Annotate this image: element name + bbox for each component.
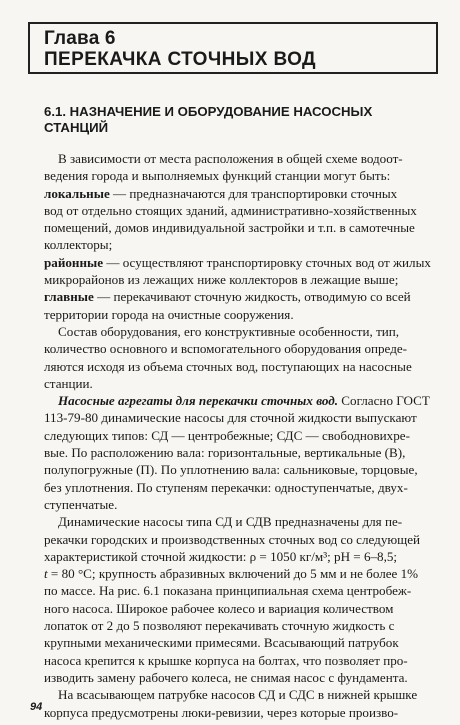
text-line: коллекторы;	[44, 237, 113, 253]
section-heading	[44, 104, 434, 136]
text-line: изводить замену рабочего колеса, не снимая насос с фундамента.	[44, 669, 408, 685]
text-line: лопаток от 2 до 5 позволяют перекачивать сточную жидкость с	[44, 618, 395, 634]
text-line: следующих типов: СД — центробежные; СДС — свободновихре-	[44, 427, 410, 443]
text-line: помещений, домов индивидуальной застройки и т.п. в самотечные	[44, 220, 415, 236]
text-line: ного насоса. Широкое рабочее колесо и вариация количеством	[44, 600, 394, 616]
term-main: главные	[44, 289, 94, 305]
text-line: ведения города и выполняемых функций станции могут быть:	[44, 168, 391, 184]
text-line: характеристикой сточной жидкости: ρ = 1050 кг/м³; рН = 6–8,5;	[44, 548, 398, 564]
text-line: На всасывающем патрубке насосов СД и СДС в нижней крышке	[58, 687, 418, 703]
text-fragment: — осуществляют транспортировку сточных вод от жилых	[103, 254, 431, 270]
text-fragment: — перекачивают сточную жидкость, отводимую со всей	[93, 289, 411, 305]
text-line: территории города на очистные сооружения.	[44, 306, 294, 322]
text-fragment: — предназначаются для транспортировки сточных	[109, 185, 398, 201]
text-line	[44, 254, 446, 271]
text-line: В зависимости от места расположения в общей схеме водоот-	[58, 151, 403, 166]
text-line: рекачки городских и производственных сточных вод со следующей	[44, 531, 421, 547]
page-number: 94	[30, 701, 43, 713]
text-line	[44, 565, 446, 582]
chapter-title: ПЕРЕКАЧКА СТОЧНЫХ ВОД	[44, 49, 316, 70]
text-line: 113-79-80 динамические насосы для сточной жидкости выпускают	[44, 410, 417, 426]
text-line: вод от отдельно стоящих зданий, административно-хозяйственных	[44, 202, 417, 218]
text-line	[44, 392, 446, 409]
text-fragment: Согласно ГОСТ	[338, 393, 430, 409]
text-line	[44, 288, 446, 305]
section-heading-line: СТАНЦИЙ	[44, 120, 109, 135]
term-district: районные	[44, 254, 104, 270]
body-text	[44, 150, 446, 721]
text-line: микрорайонов из лежащих ниже коллекторов в лежащие выше;	[44, 272, 399, 288]
text-line: Динамические насосы типа СД и СДВ предназначены для пе-	[58, 514, 403, 530]
text-fragment: = 80 °С; крупность абразивных включений до 5 мм и не более 1%	[47, 566, 419, 582]
text-line: крупными механическими примесями. Всасывающий патрубок	[44, 635, 399, 651]
text-line: без уплотнения. По ступеням перекачки: одноступенчатые, двух-	[44, 479, 408, 495]
term-local: локальные	[44, 185, 110, 201]
section-heading-line: 6.1. НАЗНАЧЕНИЕ И ОБОРУДОВАНИЕ НАСОСНЫХ	[44, 104, 373, 119]
text-line: вые. По расположению вала: горизонтальные, вертикальные (В),	[44, 445, 406, 461]
text-line: количество основного и вспомогательного оборудования опреде-	[44, 341, 408, 357]
text-line: корпуса предусмотрены люки-ревизии, через которые произво-	[44, 704, 399, 720]
temperature-symbol: t	[44, 566, 48, 582]
text-line: Состав оборудования, его конструктивные особенности, тип,	[58, 323, 400, 339]
chapter-label: Глава 6	[44, 28, 116, 49]
text-line: ляются исходя из объема сточных вод, поступающих на насосные	[44, 358, 412, 374]
text-line: ступенчатые.	[44, 496, 118, 512]
text-line: полупогружные (П). По уплотнению вала: сальниковые, торцовые,	[44, 462, 418, 478]
text-line	[44, 185, 446, 202]
subsection-run-in-heading: Насосные агрегаты для перекачки сточных вод.	[58, 393, 339, 409]
text-line: станции.	[44, 375, 93, 391]
text-line: по массе. На рис. 6.1 показана принципиальная схема центробеж-	[44, 583, 412, 599]
text-line: насоса крепится к крышке корпуса на болтах, что позволяет про-	[44, 652, 408, 668]
